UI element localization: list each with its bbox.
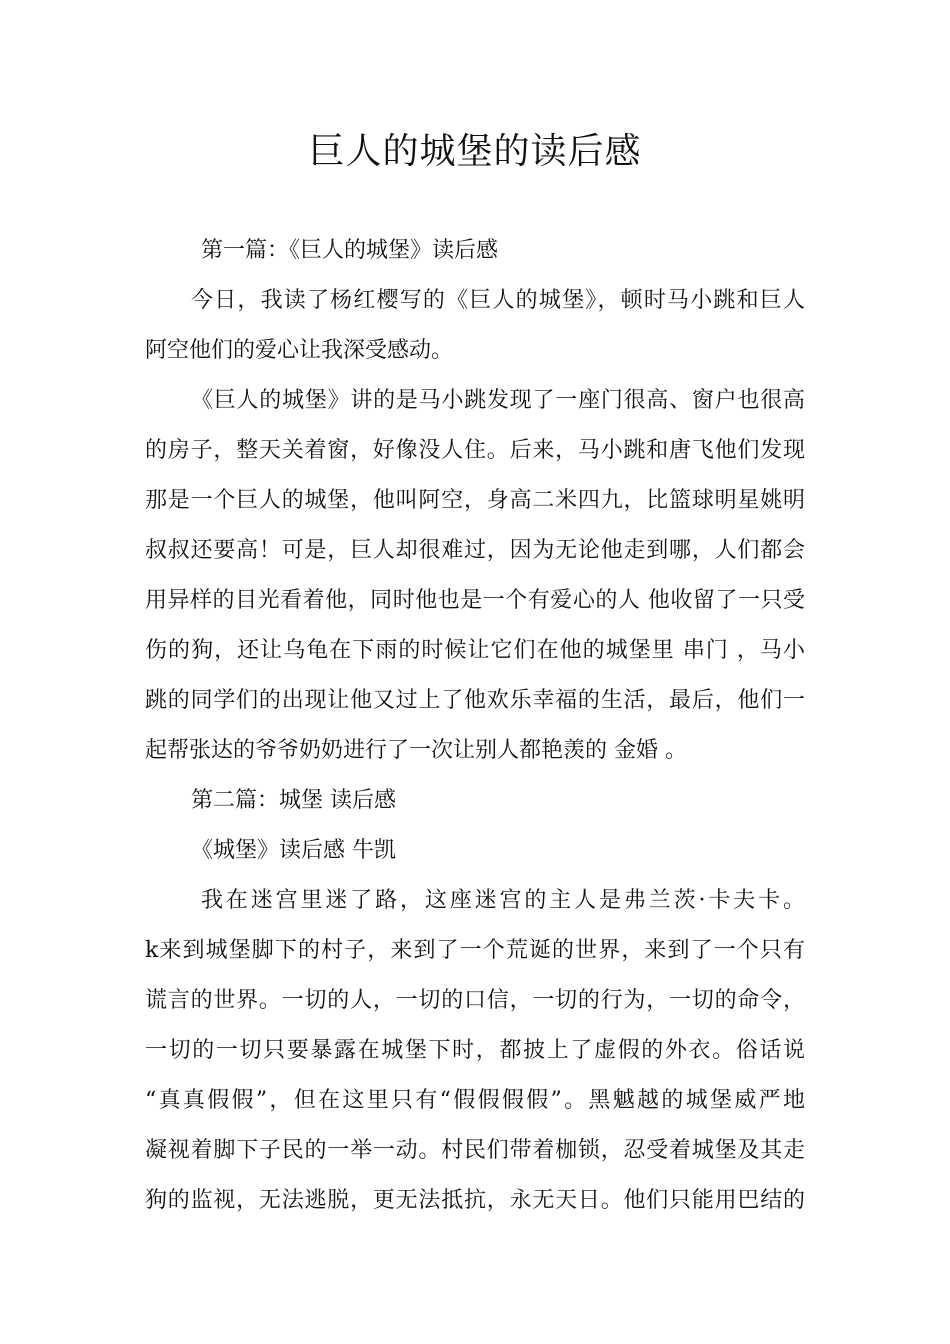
section-heading-first: 第一篇：《巨人的城堡》读后感: [201, 238, 499, 263]
paragraph-line: 一切的一切只要暴露在城堡下时，都披上了虚假的外衣。俗话说: [145, 1038, 805, 1063]
paragraph-line: 跳的同学们的出现让他又过上了他欢乐幸福的生活，最后，他们一: [145, 688, 805, 713]
paragraph-line: 叔叔还要高！可是，巨人却很难过，因为无论他走到哪，人们都会: [145, 538, 805, 563]
paragraph-line: k来到城堡脚下的村子，来到了一个荒诞的世界，来到了一个只有: [145, 938, 805, 963]
paragraph-line: 用异样的目光看着他，同时他也是一个有爱心的人 他收留了一只受: [145, 588, 805, 613]
paragraph-line: 我在迷宫里迷了路，这座迷宫的主人是弗兰茨·卡夫卡。: [201, 888, 805, 913]
paragraph-line: 凝视着脚下子民的一举一动。村民们带着枷锁，忍受着城堡及其走: [145, 1138, 805, 1163]
paragraph-line: 起帮张达的爷爷奶奶进行了一次让别人都艳羡的 金婚 。: [145, 738, 687, 763]
paragraph-line: 伤的狗，还让乌龟在下雨的时候让它们在他的城堡里 串门 ，马小: [145, 638, 805, 663]
paragraph-line: 《巨人的城堡》讲的是马小跳发现了一座门很高、窗户也很高: [191, 388, 805, 413]
paragraph-line: 今日，我读了杨红樱写的《巨人的城堡》，顿时马小跳和巨人: [191, 288, 805, 313]
paragraph-line: 阿空他们的爱心让我深受感动。: [145, 338, 454, 363]
document-title: 巨人的城堡的读后感: [308, 131, 642, 172]
paragraph-line: 狗的监视，无法逃脱，更无法抵抗，永无天日。他们只能用巴结的: [145, 1188, 805, 1213]
paragraph-line: “真真假假”，但在这里只有“假假假假”。黑魆越的城堡威严地: [145, 1088, 805, 1113]
paragraph-line: 谎言的世界。一切的人，一切的口信，一切的行为，一切的命令，: [145, 988, 805, 1013]
essay-title-author: 《城堡》读后感 牛凯: [191, 838, 396, 863]
section-heading-second: 第二篇：城堡 读后感: [191, 788, 396, 813]
paragraph-line: 的房子，整天关着窗，好像没人住。后来，马小跳和唐飞他们发现: [145, 438, 805, 463]
paragraph-line: 那是一个巨人的城堡，他叫阿空，身高二米四九，比篮球明星姚明: [145, 488, 805, 513]
